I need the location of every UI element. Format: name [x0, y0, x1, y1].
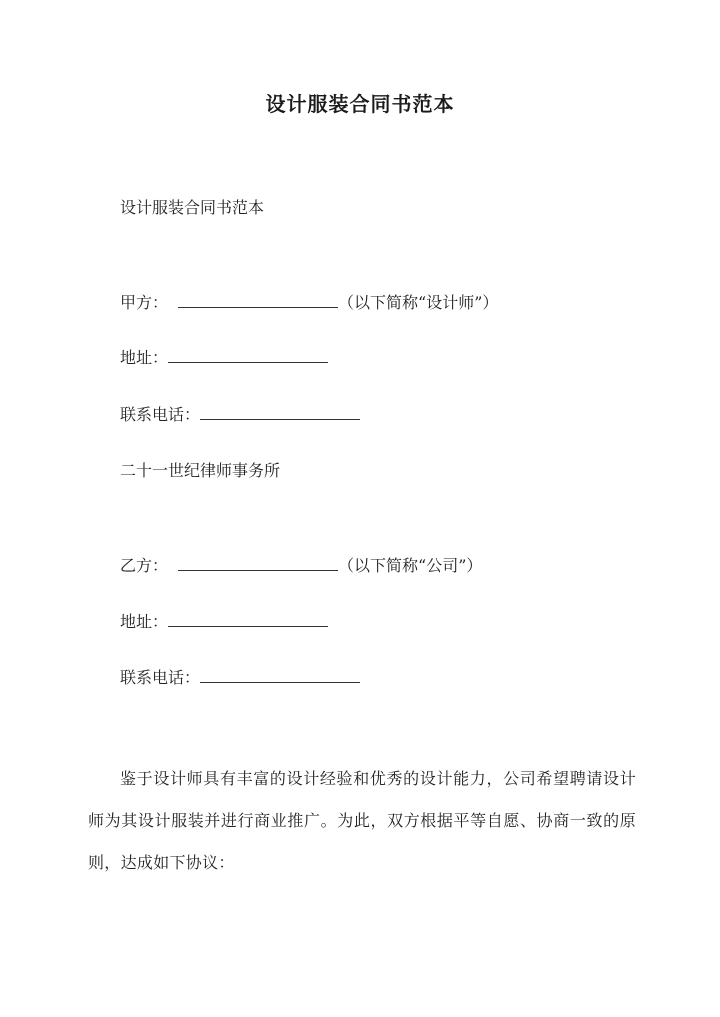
party-a-address-line [120, 346, 328, 370]
party-a-name-blank [178, 293, 338, 308]
party-a-line [120, 291, 498, 315]
party-b-line [120, 554, 482, 578]
party-b-address-label: 地址： [120, 612, 169, 631]
party-a-phone-line [120, 403, 360, 427]
party-b-phone-line [120, 666, 360, 690]
party-a-phone-label: 联系电话： [120, 405, 201, 424]
party-a-address-blank [168, 348, 328, 363]
party-b-phone-blank [200, 668, 360, 683]
law-firm-name: 二十一世纪律师事务所 [120, 461, 281, 480]
party-b-phone-label: 联系电话： [120, 668, 201, 687]
party-b-address-blank [168, 612, 328, 627]
party-b-address-line [120, 610, 328, 634]
party-a-label: 甲方： [120, 293, 169, 312]
party-b-label: 乙方： [120, 556, 169, 575]
party-b-name-blank [178, 556, 338, 571]
party-a-suffix: （以下简称“设计师”） [338, 293, 499, 312]
preamble-paragraph: 鉴于设计师具有丰富的设计经验和优秀的设计能力，公司希望聘请设计师为其设计服装并进行商业推广。为此，双方根据平等自愿、协商一致的原则，达成如下协议： [88, 769, 636, 872]
party-a-phone-blank [200, 405, 360, 420]
party-b-suffix: （以下简称“公司”） [338, 556, 483, 575]
document-subtitle: 设计服装合同书范本 [120, 198, 265, 217]
document-title: 设计服装合同书范本 [265, 92, 455, 116]
party-a-address-label: 地址： [120, 348, 169, 367]
